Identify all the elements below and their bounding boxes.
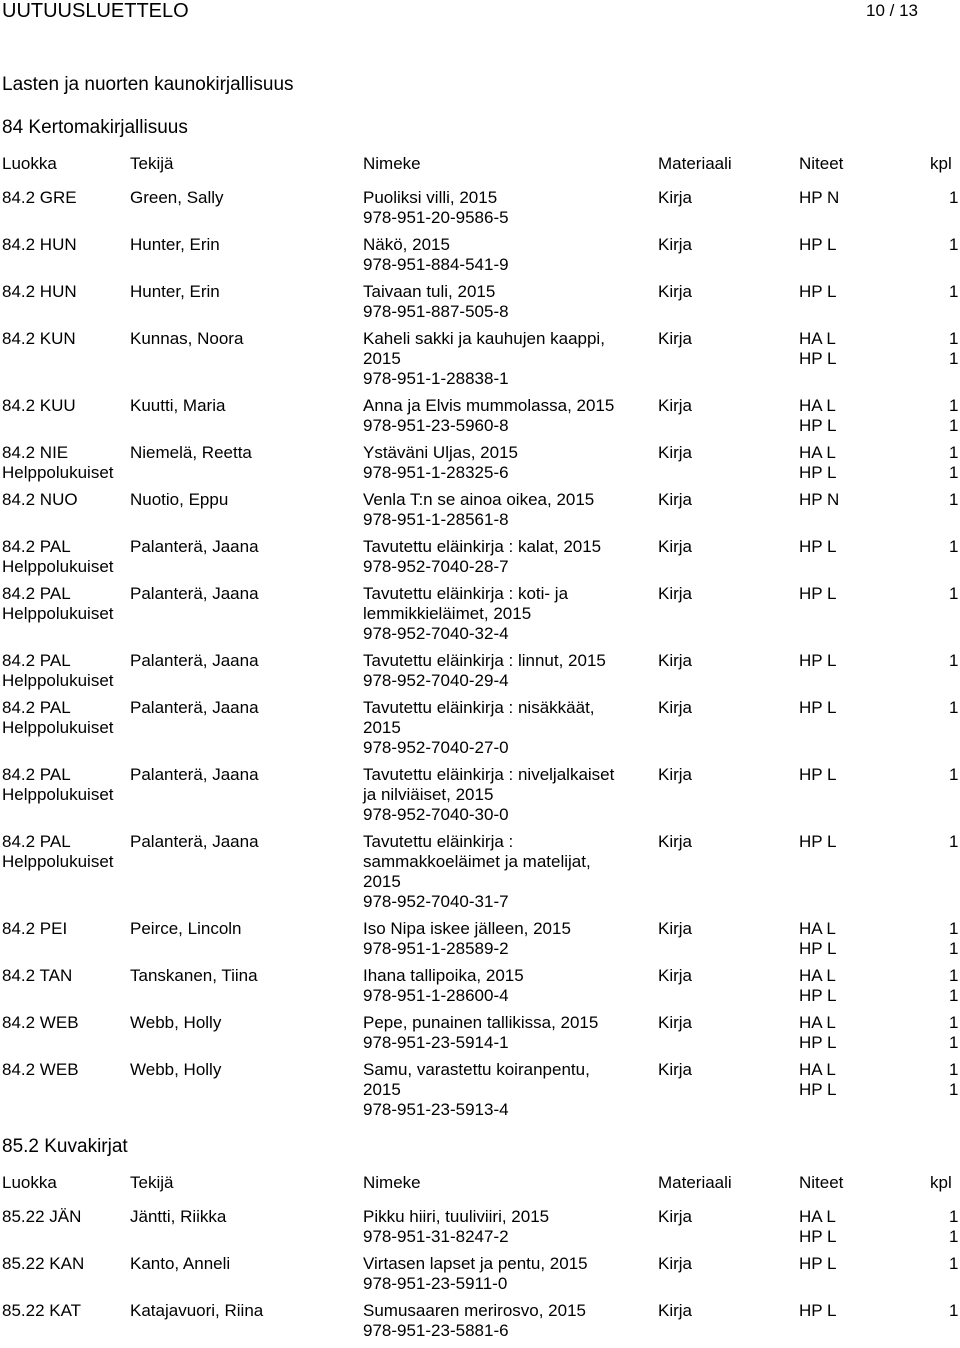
- niteet-cell-line: HP L: [799, 537, 837, 556]
- tekija-cell: Hunter, Erin: [130, 282, 220, 301]
- kpl-cell-line: 1: [949, 1254, 959, 1273]
- niteet-cell: [799, 537, 837, 557]
- catalog-table-84: [0, 188, 960, 1127]
- nimeke-cell-line: 978-951-1-28600-4: [363, 986, 509, 1005]
- niteet-cell-line: HA L: [799, 919, 836, 938]
- luokka-cell-line: Helppolukuiset: [2, 604, 114, 623]
- table-row: [0, 188, 960, 235]
- table-row: [0, 282, 960, 329]
- luokka-cell-line: 84.2 PAL: [2, 698, 71, 717]
- luokka-cell: [2, 1013, 79, 1033]
- subsection-title-85: 85.2 Kuvakirjat: [2, 1136, 128, 1157]
- table-row: [0, 698, 960, 765]
- kpl-cell-line: 1: [949, 651, 959, 670]
- niteet-cell-line: HA L: [799, 1060, 836, 1079]
- nimeke-cell: [363, 1060, 638, 1120]
- col-header-nimeke: Nimeke: [363, 1173, 421, 1192]
- kpl-cell: [949, 919, 958, 959]
- materiaali-cell: Kirja: [658, 1254, 693, 1273]
- niteet-cell: [799, 919, 837, 959]
- luokka-cell: [2, 1254, 84, 1274]
- tekija-cell: Palanterä, Jaana: [130, 537, 259, 556]
- nimeke-cell: [363, 537, 638, 577]
- nimeke-cell-line: 978-952-7040-30-0: [363, 805, 509, 824]
- nimeke-cell-line: 978-951-1-28838-1: [363, 369, 509, 388]
- luokka-cell-line: 84.2 HUN: [2, 282, 77, 301]
- kpl-cell-line: 1: [949, 1033, 959, 1052]
- table-row: [0, 1254, 960, 1301]
- luokka-cell-line: 84.2 PAL: [2, 584, 71, 603]
- table-row: [0, 919, 960, 966]
- table-row: [0, 443, 960, 490]
- col-header-luokka: Luokka: [2, 1173, 57, 1192]
- luokka-cell-line: 84.2 NIE: [2, 443, 69, 462]
- materiaali-cell: Kirja: [658, 1013, 693, 1032]
- luokka-cell-line: 84.2 PAL: [2, 651, 71, 670]
- niteet-cell: [799, 329, 837, 369]
- luokka-cell-line: 84.2 GRE: [2, 188, 77, 207]
- nimeke-cell-line: 978-951-23-5960-8: [363, 416, 509, 435]
- nimeke-cell-line: 978-951-31-8247-2: [363, 1227, 509, 1246]
- col-header-kpl: kpl: [930, 154, 952, 173]
- luokka-cell-line: Helppolukuiset: [2, 671, 114, 690]
- kpl-cell: [949, 490, 958, 510]
- niteet-cell-line: HP L: [799, 939, 837, 958]
- nimeke-cell-line: 978-951-1-28561-8: [363, 510, 509, 529]
- niteet-cell-line: HA L: [799, 443, 836, 462]
- nimeke-cell: [363, 329, 638, 389]
- nimeke-cell: [363, 698, 638, 758]
- niteet-cell-line: HP L: [799, 463, 837, 482]
- nimeke-cell-line: 2015: [363, 872, 401, 891]
- tekija-cell: Green, Sally: [130, 188, 224, 207]
- luokka-cell-line: 85.22 KAT: [2, 1301, 82, 1320]
- kpl-cell: [949, 584, 958, 604]
- nimeke-cell-line: 978-951-23-5881-6: [363, 1321, 509, 1340]
- tekija-cell: Kuutti, Maria: [130, 396, 226, 415]
- materiaali-cell: Kirja: [658, 651, 693, 670]
- niteet-cell-line: HP L: [799, 1033, 837, 1052]
- luokka-cell-line: 84.2 NUO: [2, 490, 78, 509]
- page-header: [0, 0, 960, 20]
- niteet-cell: [799, 490, 839, 510]
- luokka-cell: [2, 1060, 79, 1080]
- nimeke-cell: [363, 765, 638, 825]
- materiaali-cell: Kirja: [658, 282, 693, 301]
- luokka-cell-line: 84.2 PEI: [2, 919, 68, 938]
- tekija-cell: Palanterä, Jaana: [130, 584, 259, 603]
- materiaali-cell: Kirja: [658, 765, 693, 784]
- nimeke-cell: [363, 832, 638, 912]
- nimeke-cell-line: Sumusaaren merirosvo, 2015: [363, 1301, 587, 1320]
- kpl-cell-line: 1: [949, 966, 959, 985]
- kpl-cell-line: 1: [949, 235, 959, 254]
- kpl-cell: [949, 1060, 958, 1100]
- kpl-cell: [949, 537, 958, 557]
- materiaali-cell: Kirja: [658, 396, 693, 415]
- nimeke-cell-line: Tavutettu eläinkirja : koti- ja: [363, 584, 569, 603]
- niteet-cell-line: HA L: [799, 1013, 836, 1032]
- nimeke-cell-line: 978-952-7040-27-0: [363, 738, 509, 757]
- nimeke-cell-line: 2015: [363, 718, 401, 737]
- col-header-niteet: Niteet: [799, 1173, 844, 1192]
- kpl-cell-line: 1: [949, 1060, 959, 1079]
- niteet-cell: [799, 966, 837, 1006]
- materiaali-cell: Kirja: [658, 490, 693, 509]
- kpl-cell-line: 1: [949, 188, 959, 207]
- table-row: [0, 490, 960, 537]
- niteet-cell: [799, 396, 837, 436]
- materiaali-cell: Kirja: [658, 329, 693, 348]
- nimeke-cell-line: Ihana tallipoika, 2015: [363, 966, 524, 985]
- kpl-cell-line: 1: [949, 1013, 959, 1032]
- materiaali-cell: Kirja: [658, 584, 693, 603]
- kpl-cell-line: 1: [949, 698, 959, 717]
- luokka-cell-line: Helppolukuiset: [2, 463, 114, 482]
- nimeke-cell-line: lemmikkieläimet, 2015: [363, 604, 532, 623]
- niteet-cell: [799, 651, 837, 671]
- nimeke-cell-line: Pikku hiiri, tuuliviiri, 2015: [363, 1207, 550, 1226]
- nimeke-cell-line: Tavutettu eläinkirja :: [363, 832, 514, 851]
- kpl-cell-line: 1: [949, 490, 959, 509]
- kpl-cell-line: 1: [949, 832, 959, 851]
- nimeke-cell-line: Kaheli sakki ja kauhujen kaappi,: [363, 329, 605, 348]
- tekija-cell: Nuotio, Eppu: [130, 490, 229, 509]
- materiaali-cell: Kirja: [658, 1301, 693, 1320]
- luokka-cell-line: 84.2 TAN: [2, 966, 73, 985]
- materiaali-cell: Kirja: [658, 443, 693, 462]
- luokka-cell: [2, 329, 76, 349]
- luokka-cell-line: Helppolukuiset: [2, 557, 114, 576]
- kpl-cell-line: 1: [949, 919, 959, 938]
- niteet-cell: [799, 765, 837, 785]
- kpl-cell: [949, 1013, 958, 1053]
- nimeke-cell-line: Tavutettu eläinkirja : niveljalkaiset: [363, 765, 615, 784]
- nimeke-cell-line: 2015: [363, 349, 401, 368]
- nimeke-cell: [363, 282, 638, 322]
- nimeke-cell-line: Puoliksi villi, 2015: [363, 188, 498, 207]
- luokka-cell: [2, 832, 114, 872]
- niteet-cell-line: HP L: [799, 584, 837, 603]
- nimeke-cell: [363, 443, 638, 483]
- nimeke-cell: [363, 651, 638, 691]
- niteet-cell-line: HP N: [799, 188, 840, 207]
- materiaali-cell: Kirja: [658, 919, 693, 938]
- luokka-cell: [2, 443, 114, 483]
- materiaali-cell: Kirja: [658, 1060, 693, 1079]
- kpl-cell-line: 1: [949, 463, 959, 482]
- luokka-cell-line: Helppolukuiset: [2, 718, 114, 737]
- kpl-cell-line: 1: [949, 537, 959, 556]
- nimeke-cell: [363, 1013, 638, 1053]
- tekija-cell: Palanterä, Jaana: [130, 651, 259, 670]
- nimeke-cell: [363, 235, 638, 275]
- nimeke-cell-line: Anna ja Elvis mummolassa, 2015: [363, 396, 615, 415]
- tekija-cell: Tanskanen, Tiina: [130, 966, 258, 985]
- kpl-cell: [949, 1301, 958, 1321]
- col-header-tekija: Tekijä: [130, 1173, 174, 1192]
- kpl-cell-line: 1: [949, 765, 959, 784]
- tekija-cell: Palanterä, Jaana: [130, 698, 259, 717]
- luokka-cell: [2, 490, 78, 510]
- materiaali-cell: Kirja: [658, 832, 693, 851]
- nimeke-cell-line: 978-951-20-9586-5: [363, 208, 509, 227]
- col-header-nimeke: Nimeke: [363, 154, 421, 173]
- kpl-cell: [949, 698, 958, 718]
- nimeke-cell-line: Ystäväni Uljas, 2015: [363, 443, 518, 462]
- nimeke-cell-line: Iso Nipa iskee jälleen, 2015: [363, 919, 571, 938]
- table-row: [0, 1207, 960, 1254]
- materiaali-cell: Kirja: [658, 188, 693, 207]
- niteet-cell-line: HP L: [799, 1301, 837, 1320]
- nimeke-cell: [363, 188, 638, 228]
- kpl-cell-line: 1: [949, 443, 959, 462]
- kpl-cell-line: 1: [949, 1227, 959, 1246]
- nimeke-cell-line: Pepe, punainen tallikissa, 2015: [363, 1013, 599, 1032]
- luokka-cell-line: 84.2 KUN: [2, 329, 76, 348]
- luokka-cell: [2, 235, 77, 255]
- kpl-cell: [949, 1254, 958, 1274]
- nimeke-cell-line: Tavutettu eläinkirja : kalat, 2015: [363, 537, 602, 556]
- niteet-cell: [799, 1301, 837, 1321]
- nimeke-cell-line: Tavutettu eläinkirja : linnut, 2015: [363, 651, 606, 670]
- nimeke-cell-line: Samu, varastettu koiranpentu,: [363, 1060, 590, 1079]
- niteet-cell-line: HP L: [799, 1254, 837, 1273]
- luokka-cell-line: 84.2 KUU: [2, 396, 76, 415]
- kpl-cell-line: 1: [949, 584, 959, 603]
- tekija-cell: Webb, Holly: [130, 1060, 222, 1079]
- tekija-cell: Niemelä, Reetta: [130, 443, 252, 462]
- kpl-cell: [949, 443, 958, 483]
- tekija-cell: Kunnas, Noora: [130, 329, 244, 348]
- nimeke-cell: [363, 1207, 638, 1247]
- kpl-cell-line: 1: [949, 416, 959, 435]
- nimeke-cell: [363, 919, 638, 959]
- kpl-cell: [949, 329, 958, 369]
- table-row: [0, 765, 960, 832]
- tekija-cell: Palanterä, Jaana: [130, 765, 259, 784]
- nimeke-cell-line: 978-951-1-28325-6: [363, 463, 509, 482]
- table-row: [0, 832, 960, 919]
- luokka-cell: [2, 188, 77, 208]
- luokka-cell: [2, 396, 76, 416]
- materiaali-cell: Kirja: [658, 537, 693, 556]
- table-row: [0, 584, 960, 651]
- nimeke-cell: [363, 1254, 638, 1294]
- nimeke-cell-line: 978-952-7040-31-7: [363, 892, 509, 911]
- luokka-cell: [2, 919, 67, 939]
- niteet-cell-line: HP L: [799, 986, 837, 1005]
- materiaali-cell: Kirja: [658, 698, 693, 717]
- luokka-cell-line: 84.2 PAL: [2, 765, 71, 784]
- kpl-cell-line: 1: [949, 986, 959, 1005]
- tekija-cell: Katajavuori, Riina: [130, 1301, 264, 1320]
- table-row: [0, 651, 960, 698]
- kpl-cell: [949, 765, 958, 785]
- kpl-cell-line: 1: [949, 1301, 959, 1320]
- table-row: [0, 537, 960, 584]
- tekija-cell: Jäntti, Riikka: [130, 1207, 227, 1226]
- col-header-materiaali: Materiaali: [658, 1173, 732, 1192]
- luokka-cell-line: 84.2 PAL: [2, 832, 71, 851]
- niteet-cell: [799, 698, 837, 718]
- nimeke-cell-line: 978-951-884-541-9: [363, 255, 509, 274]
- luokka-cell: [2, 537, 114, 577]
- niteet-cell-line: HP N: [799, 490, 840, 509]
- catalog-table-85: [0, 1207, 960, 1348]
- niteet-cell: [799, 1060, 837, 1100]
- table-row: [0, 1301, 960, 1348]
- nimeke-cell: [363, 490, 638, 530]
- kpl-cell: [949, 832, 958, 852]
- luokka-cell-line: Helppolukuiset: [2, 785, 114, 804]
- nimeke-cell-line: Venla T:n se ainoa oikea, 2015: [363, 490, 595, 509]
- luokka-cell: [2, 966, 72, 986]
- luokka-cell-line: 84.2 WEB: [2, 1060, 79, 1079]
- subsection-title-84: 84 Kertomakirjallisuus: [2, 117, 188, 138]
- materiaali-cell: Kirja: [658, 1207, 693, 1226]
- niteet-cell-line: HP L: [799, 349, 837, 368]
- kpl-cell: [949, 235, 958, 255]
- col-header-tekija: Tekijä: [130, 154, 174, 173]
- niteet-cell-line: HP L: [799, 832, 837, 851]
- nimeke-cell-line: Taivaan tuli, 2015: [363, 282, 496, 301]
- kpl-cell-line: 1: [949, 329, 959, 348]
- kpl-cell: [949, 651, 958, 671]
- kpl-cell: [949, 396, 958, 436]
- luokka-cell: [2, 651, 114, 691]
- niteet-cell-line: HP L: [799, 1080, 837, 1099]
- nimeke-cell-line: Näkö, 2015: [363, 235, 450, 254]
- materiaali-cell: Kirja: [658, 235, 693, 254]
- luokka-cell-line: 84.2 HUN: [2, 235, 77, 254]
- luokka-cell-line: 85.22 JÄN: [2, 1207, 82, 1226]
- nimeke-cell-line: sammakkoeläimet ja matelijat,: [363, 852, 591, 871]
- col-header-luokka: Luokka: [2, 154, 57, 173]
- nimeke-cell-line: 978-951-23-5911-0: [363, 1274, 508, 1293]
- table-row: [0, 1060, 960, 1127]
- nimeke-cell: [363, 966, 638, 1006]
- luokka-cell-line: Helppolukuiset: [2, 852, 114, 871]
- document-title: UUTUUSLUETTELO: [2, 0, 189, 22]
- nimeke-cell-line: 978-952-7040-32-4: [363, 624, 509, 643]
- kpl-cell: [949, 1207, 958, 1247]
- niteet-cell: [799, 235, 837, 255]
- luokka-cell-line: 84.2 PAL: [2, 537, 71, 556]
- niteet-cell: [799, 188, 839, 208]
- niteet-cell-line: HP L: [799, 235, 837, 254]
- tekija-cell: Palanterä, Jaana: [130, 832, 259, 851]
- table-row: [0, 235, 960, 282]
- niteet-cell: [799, 282, 837, 302]
- kpl-cell: [949, 282, 958, 302]
- nimeke-cell-line: 978-952-7040-29-4: [363, 671, 509, 690]
- kpl-cell-line: 1: [949, 939, 959, 958]
- nimeke-cell-line: 2015: [363, 1080, 401, 1099]
- table-row: [0, 329, 960, 396]
- nimeke-cell-line: 978-952-7040-28-7: [363, 557, 509, 576]
- table-row: [0, 966, 960, 1013]
- luokka-cell: [2, 1301, 81, 1321]
- niteet-cell-line: HP L: [799, 698, 837, 717]
- kpl-cell-line: 1: [949, 1080, 959, 1099]
- niteet-cell: [799, 1254, 837, 1274]
- niteet-cell-line: HP L: [799, 765, 837, 784]
- nimeke-cell-line: 978-951-23-5913-4: [363, 1100, 509, 1119]
- nimeke-cell: [363, 396, 638, 436]
- nimeke-cell-line: 978-951-1-28589-2: [363, 939, 509, 958]
- nimeke-cell-line: 978-951-23-5914-1: [363, 1033, 509, 1052]
- col-header-materiaali: Materiaali: [658, 154, 732, 173]
- niteet-cell: [799, 1013, 837, 1053]
- page-number: 10 / 13: [866, 1, 918, 20]
- kpl-cell-line: 1: [949, 1207, 959, 1226]
- niteet-cell: [799, 443, 837, 483]
- kpl-cell: [949, 966, 958, 1006]
- nimeke-cell-line: ja nilviäiset, 2015: [363, 785, 494, 804]
- nimeke-cell: [363, 584, 638, 644]
- nimeke-cell: [363, 1301, 638, 1341]
- niteet-cell: [799, 832, 837, 852]
- niteet-cell: [799, 584, 837, 604]
- kpl-cell: [949, 188, 958, 208]
- luokka-cell-line: 84.2 WEB: [2, 1013, 79, 1032]
- col-header-kpl: kpl: [930, 1173, 952, 1192]
- tekija-cell: Webb, Holly: [130, 1013, 222, 1032]
- niteet-cell-line: HA L: [799, 329, 836, 348]
- luokka-cell-line: 85.22 KAN: [2, 1254, 85, 1273]
- nimeke-cell-line: 978-951-887-505-8: [363, 302, 509, 321]
- table-row: [0, 396, 960, 443]
- luokka-cell: [2, 698, 114, 738]
- luokka-cell: [2, 765, 114, 805]
- luokka-cell: [2, 282, 77, 302]
- niteet-cell-line: HA L: [799, 396, 836, 415]
- tekija-cell: Peirce, Lincoln: [130, 919, 242, 938]
- materiaali-cell: Kirja: [658, 966, 693, 985]
- niteet-cell-line: HP L: [799, 651, 837, 670]
- niteet-cell-line: HP L: [799, 1227, 837, 1246]
- tekija-cell: Kanto, Anneli: [130, 1254, 231, 1273]
- niteet-cell-line: HA L: [799, 966, 836, 985]
- niteet-cell-line: HP L: [799, 282, 837, 301]
- section-title: Lasten ja nuorten kaunokirjallisuus: [2, 74, 294, 95]
- niteet-cell: [799, 1207, 837, 1247]
- niteet-cell-line: HP L: [799, 416, 837, 435]
- luokka-cell: [2, 584, 114, 624]
- nimeke-cell-line: Virtasen lapset ja pentu, 2015: [363, 1254, 588, 1273]
- kpl-cell-line: 1: [949, 396, 959, 415]
- luokka-cell: [2, 1207, 81, 1227]
- kpl-cell-line: 1: [949, 282, 959, 301]
- col-header-niteet: Niteet: [799, 154, 844, 173]
- tekija-cell: Hunter, Erin: [130, 235, 220, 254]
- nimeke-cell-line: Tavutettu eläinkirja : nisäkkäät,: [363, 698, 595, 717]
- kpl-cell-line: 1: [949, 349, 959, 368]
- table-row: [0, 1013, 960, 1060]
- niteet-cell-line: HA L: [799, 1207, 836, 1226]
